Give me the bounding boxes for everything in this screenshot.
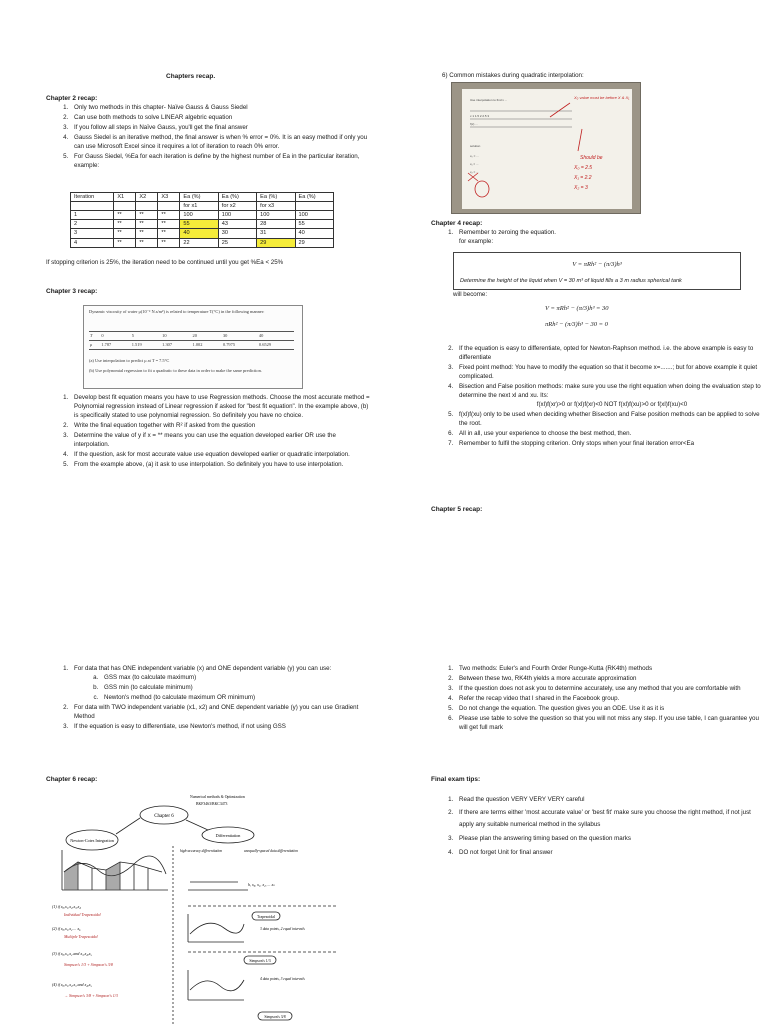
photo-text: solution: [470, 144, 481, 148]
chapter6-heading: Chapter 6 recap:: [46, 776, 98, 783]
table-cell: X1: [114, 193, 136, 202]
sketch-course-code: BKF3463/BKC3473: [196, 802, 228, 806]
connector-line: [186, 820, 208, 830]
list-item: 1. Two methods: Euler's and Fourth Order Runge-Kutta (RK4th) methods: [455, 665, 765, 674]
table-cell-highlighted: 40: [180, 229, 218, 238]
table-cell: 30: [222, 333, 228, 338]
table-cell: Ea (%): [180, 193, 218, 202]
bubble-label: Simpson's 1/3: [249, 959, 271, 963]
chapter3-list: [46, 394, 370, 471]
table-cell: X2: [136, 193, 158, 202]
bubble-label: Trapezoidal: [257, 915, 275, 919]
quadratic-interpolation-photo: [451, 82, 641, 214]
chapter2-heading: Chapter 2 recap:: [46, 95, 98, 102]
note-label: Individual Trapezoidal: [64, 912, 101, 917]
table-cell: Iteration: [71, 193, 114, 202]
list-item: 5. For Gauss Siedel, %Ea for each iteration is define by the highest number of Ea in the particular iteration, example:: [70, 153, 370, 171]
red-arrow: [578, 129, 582, 151]
table-cell: 0.7975: [222, 341, 236, 347]
iteration-table: [70, 192, 334, 248]
note-item: (4) if x₀,x₁,x₂,x₃ and x₄,x₅: [52, 982, 92, 987]
table-cell: [71, 202, 114, 211]
list-item: 3. Fixed point method: You have to modify the equation so that it become x=.......; but for above example it quiet complicated.: [455, 364, 765, 382]
table-cell: 55: [295, 220, 333, 229]
photo-paper: [462, 89, 632, 209]
center-bubble-label: Chapter 6: [154, 814, 174, 819]
table-cell: 30: [218, 229, 256, 238]
list-item: 1. Only two methods in this chapter- Naïve Gauss & Gauss Siedel: [70, 104, 370, 113]
bubble-label: Simpson's 3/8: [264, 1015, 286, 1019]
table-cell: 40: [258, 333, 264, 338]
sketch-course-title: Numerical methods & Optimization: [190, 795, 245, 799]
list-item: 2. Can use both methods to solve LINEAR algebric equation: [70, 114, 370, 123]
table-cell: **: [136, 229, 158, 238]
chapter5-list: [431, 665, 765, 734]
table-row: [71, 229, 334, 238]
common-mistakes-heading: 6) Common mistakes during quadratic interpolation:: [442, 72, 584, 79]
table-cell: [158, 202, 180, 211]
list-item: 1. Read the question VERY VERY VERY careful: [455, 793, 765, 806]
table-cell: **: [114, 211, 136, 220]
final-tips-heading: Final exam tips:: [431, 776, 481, 783]
sublist-item: b. GSS min (to calculate minimum): [100, 684, 370, 693]
table-cell: Ea (%): [295, 193, 333, 202]
chapter4-list-start: [431, 229, 765, 248]
table-cell: **: [136, 238, 158, 247]
list-item: 5. f(xl)f(xu) only to be used when deciding whether Bisection and False position methods can be applied to solve the root.: [455, 411, 765, 429]
function-curve: [190, 980, 244, 991]
list-item: 4. Refer the recap video that I shared in the Facebook group.: [455, 695, 765, 704]
list-item-text: for example:: [459, 237, 494, 245]
axes: [188, 914, 244, 942]
photo-red-note: X₀ = 2.5: [574, 165, 593, 171]
red-circle: [475, 181, 489, 197]
table-header-row: [71, 193, 334, 202]
list-item: 7. Remember to fulfil the stopping criterion. Only stops when your final iteration error<Ea: [455, 440, 765, 449]
note-item: (1) if x₀,x₁,x₂,x₃,x₄: [52, 904, 81, 909]
list-item-text: For data that has ONE independent variable (x) and ONE dependent variable (y) you can use:: [74, 665, 332, 672]
question-a: (a) Use interpolation to predict μ at T = 7.5°C: [89, 358, 170, 363]
shaded-area: [106, 862, 120, 890]
problem-statement: Determine the height of the liquid when V = 30 m³ of liquid fills a 3 m radius spherical tank: [460, 278, 682, 284]
photo-red-note: X₀ value must be before X & X₁: [574, 95, 630, 100]
list-item: [455, 383, 765, 410]
volume-formula: V = πRh² − (π/3)h³: [572, 261, 622, 268]
viscosity-data-table: [89, 331, 294, 350]
photo-text: x₀ = ...: [470, 154, 479, 158]
list-item: 2. If the equation is easy to differentiate, opted for Newton-Raphson method. i.e. the above example is easy to differentiate: [455, 345, 765, 363]
list-item: 3. If the question does not ask you to determine accurately, use any method that you are comfortable with: [455, 685, 765, 694]
list-item: 1. Develop best fit equation means you have to use Regression methods. Choose the most accurate method = Polynomial regression instead of Linear regression if asked for "best fit equation". In the example above, (b) is specifically stated to use polynomial regression. So definitely you have no choice.: [70, 394, 370, 421]
list-item: 2. Between these two, RK4th yields a more accurate approximation: [455, 675, 765, 684]
table-cell: 100: [257, 211, 295, 220]
list-item: 2. If there are terms either 'most accurate value' or 'best fit' make sure you choose the right method, if not just apply any suitable numerical method in the syllabus: [455, 807, 765, 831]
chapter3-heading: Chapter 3 recap:: [46, 288, 98, 295]
red-cross: [468, 173, 478, 181]
function-curve: [190, 923, 244, 934]
table-cell-highlighted: 29: [257, 238, 295, 247]
red-arrow: [550, 103, 570, 117]
list-item-text: Bisection and False position methods: make sure you use the right equation when doing the evaluation step to determine the next xl and xu. Its:: [459, 382, 761, 399]
photo-text: x 1 1.5 2 2.5 3: [470, 114, 490, 118]
formula-box: [453, 252, 741, 290]
final-tips-list: [431, 793, 765, 861]
list-item: 3. If the equation is easy to differentiate, use Newton's method, if not using GSS: [70, 723, 370, 732]
equation-zeroed: πRh² − (π/3)h³ − 30 = 0: [545, 321, 608, 328]
table-cell: **: [136, 211, 158, 220]
table-cell: **: [158, 229, 180, 238]
table-cell: 0: [101, 333, 104, 338]
table-cell: 1.307: [162, 341, 173, 347]
connector-line: [116, 818, 140, 834]
chapter4-heading: Chapter 4 recap:: [431, 220, 483, 227]
table-row: [71, 238, 334, 247]
right-bubble-label: Differentiation: [215, 833, 241, 838]
table-cell: X3: [158, 193, 180, 202]
note-item: high-accuracy differentiation: [180, 849, 223, 853]
note-item: 4 data points, 3 equal intervals: [260, 977, 305, 981]
table-row: [71, 211, 334, 220]
note-label: Simpson's 1/3 + Simpson's 3/8: [64, 962, 113, 967]
list-item-text: Remember to zeroing the equation.: [459, 229, 556, 236]
optimization-list: [46, 665, 370, 733]
photo-red-note: X₁ = 2.2: [574, 175, 592, 181]
note-item: unequally-spaced data differentiation: [244, 849, 298, 853]
photo-text: Use interpolation to find x ...: [470, 98, 508, 102]
table-cell: for x1: [180, 202, 218, 211]
table-cell: [295, 202, 333, 211]
list-item: 3. If you follow all steps in Naïve Gauss, you'll get the final answer: [70, 124, 370, 133]
chapter4-list: [431, 345, 765, 450]
list-item: 5. From the example above, (a) it ask to use interpolation. So definitely you have to use interpolation.: [70, 461, 370, 470]
list-item: 4. If the question, ask for most accurate value use equation developed earlier or quadratic interpolation.: [70, 451, 370, 460]
chapter2-list: [46, 104, 370, 172]
table-cell: 1.519: [131, 341, 142, 347]
note-label: Multiple Trapezoidal: [64, 934, 98, 939]
table-cell: **: [158, 220, 180, 229]
table-row: [71, 220, 334, 229]
note-label: → Simpson's 3/8 + Simpson's 1/3: [64, 993, 118, 998]
table-cell: T: [90, 333, 93, 338]
list-item: 4. Gauss Siedel is an iterative method, the final answer is when % error = 0%. It is an easy method if only you can use Microsoft Excel since it requires a lot of iteration to reach 0% error.: [70, 134, 370, 152]
table-cell: 28: [257, 220, 295, 229]
photo-text: f(x) ...: [470, 122, 478, 126]
table-cell: 100: [218, 211, 256, 220]
list-item: 6. Please use table to solve the question so that you will not miss any step. If you use table, I can guarantee you will get full mark: [455, 715, 765, 733]
table-cell: Ea (%): [218, 193, 256, 202]
table-header-row: [71, 202, 334, 211]
table-cell: 25: [218, 238, 256, 247]
table-cell: 10: [162, 333, 167, 338]
list-item: 4. DO not forget Unit for final answer: [455, 846, 765, 859]
photo-text: x₂ = ...: [470, 170, 479, 174]
list-item: 3. Please plan the answering timing based on the question marks: [455, 832, 765, 845]
table-cell: **: [158, 211, 180, 220]
chapter5-heading: Chapter 5 recap:: [431, 506, 483, 513]
table-cell: 1: [71, 211, 114, 220]
photo-red-note: Should be: [580, 155, 603, 161]
list-item: 3. Determine the value of y if x = ** means you can use the equation developed earlier OR use the interpolation.: [70, 432, 370, 450]
table-cell: μ: [90, 341, 93, 347]
sublist-item: a. GSS max (to calculate maximum): [100, 674, 370, 683]
sublist: [74, 674, 370, 703]
table-cell: 43: [218, 220, 256, 229]
table-cell: 31: [257, 229, 295, 238]
table-cell: 20: [192, 333, 197, 338]
table-cell: [114, 202, 136, 211]
table-cell: **: [114, 229, 136, 238]
note-item: (3) if x₀,x₁,x₂ and x₃,x₄,x₅: [52, 951, 92, 956]
bisection-conditions: f(xl)f(xr)>0 or f(xl)f(xr)<0 NOT f(xl)f(xu)>0 or f(xl)f(xu)<0: [536, 400, 688, 408]
page-title: Chapters recap.: [166, 73, 216, 80]
photo-red-note: X₂ = 3: [574, 185, 588, 191]
table-cell: **: [158, 238, 180, 247]
table-cell: 2: [71, 220, 114, 229]
table-cell: 1.787: [101, 341, 112, 347]
equation-set-30: V = πRh² − (π/3)h³ = 30: [545, 305, 609, 312]
table-cell-highlighted: 55: [180, 220, 218, 229]
table-cell: 22: [180, 238, 218, 247]
list-item: [455, 229, 765, 247]
table-cell: 0.6529: [258, 341, 271, 347]
list-item: 6. All in all, use your experience to choose the best method, then.: [455, 430, 765, 439]
will-become-label: will become:: [453, 291, 488, 298]
chapter6-mindmap-drawing: [48, 790, 348, 1024]
table-cell: 29: [295, 238, 333, 247]
table-cell: 100: [295, 211, 333, 220]
question-intro: Dynamic viscosity of water μ(10⁻³ N.s/m²) is related to temperature T(°C) in the following manner:: [89, 309, 265, 314]
note-item: (2) if x₀,x₁,x₂ ... x₆: [52, 926, 81, 931]
table-cell: 5: [131, 333, 134, 338]
chapter6-sketch: [48, 790, 348, 1024]
table-cell: 3: [71, 229, 114, 238]
table-cell: 4: [71, 238, 114, 247]
table-cell: 100: [180, 211, 218, 220]
list-item: 5. Do not change the equation. The question gives you an ODE. Use it as it is: [455, 705, 765, 714]
table-cell: for x2: [218, 202, 256, 211]
list-item: 2. For data with TWO independent variable (x1, x2) and ONE dependent variable (y) you can use Gradient Method: [70, 704, 370, 722]
table-cell: 1.002: [192, 341, 203, 347]
note-item: h, x₀, x₁, x₂, ... xₙ: [248, 882, 275, 887]
table-cell: **: [136, 220, 158, 229]
photo-text: x₁ = ...: [470, 162, 479, 166]
photo-handwriting: [462, 89, 632, 209]
question-b: (b) Use polynomial regression to fit a quadratic to these data in order to make the same prediction.: [89, 368, 262, 373]
list-item: 2. Write the final equation together with R² if asked from the question: [70, 422, 370, 431]
table-cell: **: [114, 238, 136, 247]
viscosity-question-box: [83, 305, 303, 389]
stopping-criterion-note: If stopping criterion is 25%, the iteration need to be continued until you get %Ea < 25%: [46, 259, 284, 266]
sublist-item: c. Newton's method (to calculate maximum OR minimum): [100, 694, 370, 703]
note-item: 3 data points, 2 equal intervals: [260, 927, 305, 931]
table-cell: for x3: [257, 202, 295, 211]
table-cell: **: [114, 220, 136, 229]
shaded-area: [64, 862, 78, 890]
table-cell: [136, 202, 158, 211]
table-cell: Ea (%): [257, 193, 295, 202]
list-item: [70, 665, 370, 703]
table-cell: 40: [295, 229, 333, 238]
left-bubble-label: Newton-Cotes Integration: [70, 838, 114, 843]
